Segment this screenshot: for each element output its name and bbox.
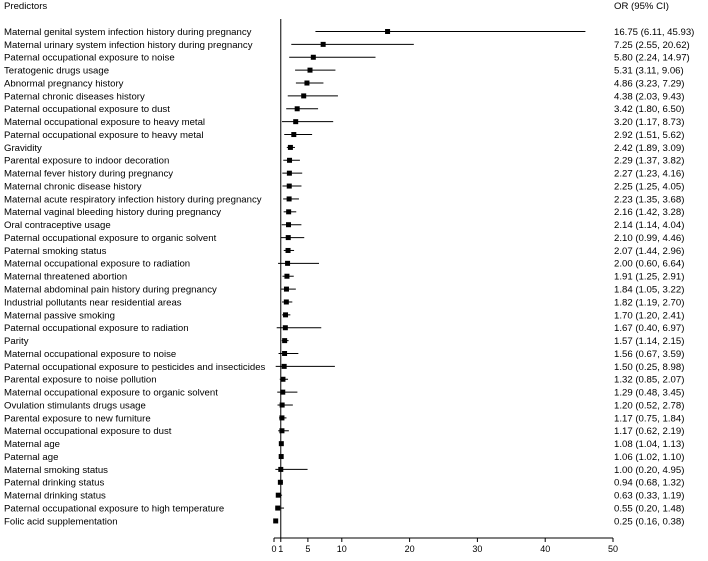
or-marker: [288, 145, 293, 150]
or-marker: [286, 209, 291, 214]
predictor-label: Paternal age: [4, 451, 59, 463]
forest-row: [4, 426, 684, 437]
forest-row: [4, 130, 684, 141]
predictor-label: Maternal urinary system infection history during pregnancy: [4, 39, 253, 51]
or-ci-value: 2.27 (1.23, 4.16): [614, 168, 685, 180]
or-marker: [321, 42, 326, 47]
forest-row: [4, 156, 684, 167]
or-ci-value: 1.00 (0.20, 4.95): [614, 464, 685, 476]
or-ci-value: 0.94 (0.68, 1.32): [614, 477, 685, 489]
or-marker: [279, 428, 284, 433]
forest-row: [4, 516, 684, 527]
or-ci-value: 2.10 (0.99, 4.46): [614, 232, 685, 244]
or-ci-value: 1.56 (0.67, 3.59): [614, 348, 685, 360]
or-marker: [282, 338, 287, 343]
or-ci-value: 2.29 (1.37, 3.82): [614, 155, 685, 167]
or-ci-value: 0.63 (0.33, 1.19): [614, 490, 685, 502]
or-ci-value: 3.20 (1.17, 8.73): [614, 117, 685, 129]
forest-row: [4, 40, 690, 51]
forest-row: [4, 91, 684, 102]
predictor-label: Maternal occupational exposure to dust: [4, 426, 172, 438]
or-ci-value: 2.07 (1.44, 2.96): [614, 245, 685, 257]
or-marker: [286, 222, 291, 227]
forest-row: [4, 297, 684, 308]
or-ci-value: 1.32 (0.85, 2.07): [614, 374, 685, 386]
predictor-label: Abnormal pregnancy history: [4, 78, 124, 90]
forest-row: [4, 362, 684, 373]
or-marker: [279, 441, 284, 446]
predictor-label: Maternal age: [4, 439, 60, 451]
forest-row: [4, 104, 684, 115]
or-ci-value: 7.25 (2.55, 20.62): [614, 39, 690, 51]
or-marker: [301, 93, 306, 98]
forest-row: [4, 181, 684, 192]
or-ci-value: 1.06 (1.02, 1.10): [614, 451, 685, 463]
or-ci-value: 1.84 (1.05, 3.22): [614, 284, 685, 296]
or-marker: [282, 351, 287, 356]
predictor-label: Parental exposure to indoor decoration: [4, 155, 170, 167]
forest-row: [4, 452, 684, 463]
or-marker: [308, 68, 313, 73]
or-marker: [273, 518, 278, 523]
or-marker: [287, 196, 292, 201]
predictor-label: Maternal vaginal bleeding history during pregnancy: [4, 207, 222, 219]
or-marker: [279, 415, 284, 420]
or-marker: [283, 312, 288, 317]
or-ci-value: 1.08 (1.04, 1.13): [614, 439, 685, 451]
predictor-label: Maternal smoking status: [4, 464, 108, 476]
or-marker: [286, 248, 291, 253]
forest-row: [4, 272, 684, 283]
forest-row: [4, 259, 684, 270]
forest-row: [4, 220, 684, 231]
predictor-label: Maternal occupational exposure to organic solvent: [4, 387, 218, 399]
forest-row: [4, 285, 684, 296]
or-ci-value: 4.86 (3.23, 7.29): [614, 78, 685, 90]
forest-row: [4, 53, 690, 64]
predictor-label: Maternal threatened abortion: [4, 271, 128, 283]
x-tick-label: 50: [607, 544, 619, 554]
or-ci-value: 1.67 (0.40, 6.97): [614, 323, 685, 335]
predictor-label: Paternal occupational exposure to heavy metal: [4, 129, 204, 141]
predictor-label: Parental exposure to noise pollution: [4, 374, 157, 386]
predictor-label: Maternal drinking status: [4, 490, 106, 502]
or-ci-value: 4.38 (2.03, 9.43): [614, 91, 685, 103]
or-ci-value: 2.00 (0.60, 6.64): [614, 258, 685, 270]
or-ci-value: 2.16 (1.42, 3.28): [614, 207, 685, 219]
x-tick-label: 20: [404, 544, 415, 554]
predictor-label: Gravidity: [4, 142, 42, 154]
or-marker: [286, 235, 291, 240]
forest-row: [4, 465, 684, 476]
predictor-label: Maternal occupational exposure to radiation: [4, 258, 191, 270]
or-marker: [287, 184, 292, 189]
predictor-label: Maternal genital system infection history during pregnancy: [4, 26, 252, 38]
or-marker: [291, 132, 296, 137]
predictor-label: Ovulation stimulants drugs usage: [4, 400, 146, 412]
forest-row: [4, 78, 684, 89]
forest-row: [4, 310, 684, 321]
predictor-label: Paternal occupational exposure to radiation: [4, 323, 189, 335]
x-tick-label: 10: [336, 544, 347, 554]
or-ci-value: 1.82 (1.19, 2.70): [614, 297, 685, 309]
header-or-ci: OR (95% CI): [614, 1, 669, 12]
predictor-label: Paternal occupational exposure to noise: [4, 52, 175, 64]
or-ci-value: 1.17 (0.75, 1.84): [614, 413, 685, 425]
or-marker: [275, 506, 280, 511]
predictor-label: Paternal occupational exposure to high temperature: [4, 503, 225, 515]
rows: [4, 27, 694, 527]
or-ci-value: 2.14 (1.14, 4.04): [614, 220, 685, 232]
or-ci-value: 5.80 (2.24, 14.97): [614, 52, 690, 64]
predictor-label: Maternal fever history during pregnancy: [4, 168, 174, 180]
header-predictors: Predictors: [4, 1, 48, 12]
x-tick-label: 1: [278, 544, 284, 554]
or-ci-value: 0.25 (0.16, 0.38): [614, 516, 685, 528]
predictor-label: Paternal chronic diseases history: [4, 91, 145, 103]
forest-row: [4, 413, 684, 424]
predictor-label: Maternal abdominal pain history during pregnancy: [4, 284, 217, 296]
forest-row: [4, 143, 684, 154]
or-ci-value: 1.70 (1.20, 2.41): [614, 310, 685, 322]
predictor-label: Parental exposure to new furniture: [4, 413, 151, 425]
or-ci-value: 2.42 (1.89, 3.09): [614, 142, 685, 154]
forest-row: [4, 439, 684, 450]
or-ci-value: 1.17 (0.62, 2.19): [614, 426, 685, 438]
forest-row: [4, 169, 684, 180]
forest-row: [4, 233, 684, 244]
or-marker: [287, 171, 292, 176]
predictor-label: Paternal drinking status: [4, 477, 105, 489]
x-tick-label: 30: [472, 544, 483, 554]
predictor-label: Maternal acute respiratory infection history during pregnancy: [4, 194, 262, 206]
or-ci-value: 0.55 (0.20, 1.48): [614, 503, 685, 515]
or-marker: [284, 299, 289, 304]
forest-row: [4, 491, 684, 502]
predictor-label: Industrial pollutants near residential areas: [4, 297, 182, 309]
forest-row: [4, 375, 684, 386]
predictor-label: Paternal occupational exposure to dust: [4, 104, 170, 116]
forest-row: [4, 323, 684, 334]
or-ci-value: 5.31 (3.11, 9.06): [614, 65, 684, 77]
x-axis: [271, 19, 618, 554]
or-marker: [304, 81, 309, 86]
forest-row: [4, 400, 684, 411]
x-tick-label: 40: [540, 544, 551, 554]
forest-row: [4, 117, 684, 128]
x-tick-label: 0: [271, 544, 277, 554]
predictor-label: Paternal smoking status: [4, 245, 107, 257]
forest-row: [4, 478, 684, 489]
forest-row: [4, 246, 684, 257]
or-ci-value: 1.29 (0.48, 3.45): [614, 387, 685, 399]
forest-row: [4, 388, 684, 399]
predictor-label: Teratogenic drugs usage: [4, 65, 110, 77]
predictor-label: Maternal passive smoking: [4, 310, 115, 322]
or-ci-value: 2.92 (1.51, 5.62): [614, 129, 685, 141]
or-ci-value: 1.20 (0.52, 2.78): [614, 400, 685, 412]
forest-row: [4, 27, 694, 38]
predictor-label: Maternal chronic disease history: [4, 181, 142, 193]
or-ci-value: 1.57 (1.14, 2.15): [614, 336, 685, 348]
x-tick-label: 5: [305, 544, 311, 554]
or-marker: [295, 106, 300, 111]
predictor-label: Parity: [4, 336, 29, 348]
or-marker: [287, 158, 292, 163]
predictor-label: Paternal occupational exposure to organic solvent: [4, 232, 217, 244]
forest-row: [4, 66, 684, 77]
forest-row: [4, 336, 684, 347]
predictor-label: Maternal occupational exposure to noise: [4, 348, 177, 360]
forest-row: [4, 349, 684, 360]
predictor-label: Paternal occupational exposure to pesticides and insecticides: [4, 361, 266, 373]
predictor-label: Folic acid supplementation: [4, 516, 118, 528]
or-marker: [293, 119, 298, 124]
or-marker: [282, 364, 287, 369]
predictor-label: Maternal occupational exposure to heavy metal: [4, 117, 206, 129]
or-ci-value: 2.23 (1.35, 3.68): [614, 194, 685, 206]
predictor-label: Oral contraceptive usage: [4, 220, 111, 232]
or-marker: [276, 493, 281, 498]
forest-row: [4, 503, 684, 514]
forest-row: [4, 207, 684, 218]
forest-row: [4, 194, 684, 205]
or-ci-value: 1.50 (0.25, 8.98): [614, 361, 685, 373]
or-marker: [284, 274, 289, 279]
or-marker: [311, 55, 316, 60]
or-ci-value: 2.25 (1.25, 4.05): [614, 181, 685, 193]
or-marker: [385, 29, 390, 34]
or-ci-value: 16.75 (6.11, 45.93): [614, 26, 695, 38]
or-marker: [284, 287, 289, 292]
or-ci-value: 1.91 (1.25, 2.91): [614, 271, 685, 283]
or-marker: [283, 325, 288, 330]
or-ci-value: 3.42 (1.80, 6.50): [614, 104, 685, 116]
or-marker: [285, 261, 290, 266]
